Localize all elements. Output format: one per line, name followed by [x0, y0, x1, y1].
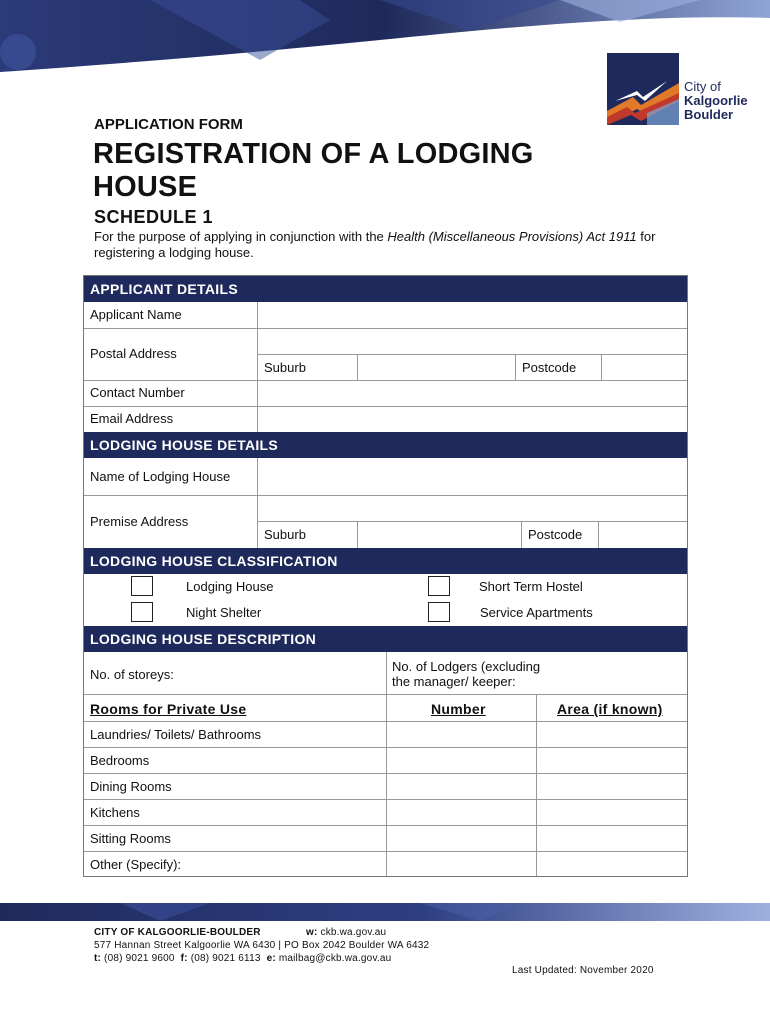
premise-postcode-label: Postcode [528, 527, 583, 542]
intro-post: for registering a lodging house. [94, 229, 656, 260]
logo-line-1: City of [684, 79, 721, 94]
checkbox-service-apartments[interactable] [428, 602, 450, 622]
footer-contacts [94, 952, 429, 965]
col-number-header: Number [431, 701, 486, 717]
applicant-name-label: Applicant Name [90, 307, 182, 322]
footer-address: 577 Hannan Street Kalgoorlie WA 6430 | PO Box 2042 Boulder WA 6432 [94, 940, 430, 951]
room-row-other: Other (Specify): [90, 857, 182, 872]
footer-web [306, 926, 386, 939]
postal-suburb-label: Suburb [264, 360, 306, 375]
lodging-name-label: Name of Lodging House [90, 469, 231, 484]
footer-web-link[interactable]: ckb.wa.gov.au [320, 927, 387, 938]
col-rooms-header: Rooms for Private Use [90, 701, 247, 717]
last-updated: Last Updated: November 2020 [512, 965, 654, 976]
lodgers-label-line-2: the manager/ keeper: [392, 674, 516, 689]
room-row-sitting: Sitting Rooms [90, 831, 171, 846]
footer-email[interactable]: mailbag@ckb.wa.gov.au [278, 953, 392, 964]
room-row-kitchens: Kitchens [90, 805, 140, 820]
intro-pre: For the purpose of applying in conjunction with the [94, 229, 388, 244]
checkbox-night-shelter[interactable] [131, 602, 153, 622]
col-area-header: Area (if known) [557, 701, 663, 717]
checkbox-short-term-hostel[interactable] [428, 576, 450, 596]
logo-mark-icon [607, 53, 679, 125]
room-row-laundries: Laundries/ Toilets/ Bathrooms [90, 727, 262, 742]
intro-act: Health (Miscellaneous Provisions) Act 1911 [387, 229, 637, 244]
premise-address-label: Premise Address [90, 514, 189, 529]
logo-text [684, 80, 748, 122]
lodging-name-field[interactable] [257, 458, 687, 495]
room-row-dining: Dining Rooms [90, 779, 172, 794]
form-type-label: APPLICATION FORM [94, 116, 243, 133]
option-lodging-house-label: Lodging House [186, 579, 274, 594]
room-row-bedrooms: Bedrooms [90, 753, 150, 768]
application-form [83, 275, 688, 877]
option-service-apartments-label: Service Apartments [480, 605, 593, 620]
lodgers-label-line-1: No. of Lodgers (excluding [392, 659, 541, 674]
premise-suburb-label: Suburb [264, 527, 306, 542]
option-short-term-hostel-label: Short Term Hostel [479, 579, 583, 594]
logo-line-3: Boulder [684, 107, 734, 122]
premise-postcode-field[interactable] [598, 521, 687, 548]
footer-email-label: e: [266, 953, 276, 964]
contact-number-field[interactable] [257, 380, 687, 406]
footer-tel: (08) 9021 9600 [104, 953, 175, 964]
footer-web-label: w: [306, 927, 318, 938]
postal-address-label: Postal Address [90, 346, 177, 361]
lodgers-field[interactable] [386, 652, 687, 694]
premise-address-field[interactable] [257, 495, 687, 521]
checkbox-lodging-house[interactable] [131, 576, 153, 596]
section-lodging-house-details: LODGING HOUSE DETAILS [84, 432, 687, 458]
section-applicant-details: APPLICANT DETAILS [84, 276, 687, 302]
postal-suburb-field[interactable] [357, 354, 515, 380]
postal-postcode-field[interactable] [601, 354, 687, 380]
footer-org-line [94, 926, 429, 939]
postal-postcode-label: Postcode [522, 360, 577, 375]
postal-address-field[interactable] [257, 328, 687, 354]
intro-text [94, 229, 674, 261]
logo-line-2: Kalgoorlie [684, 93, 748, 108]
footer-org: CITY OF KALGOORLIE-BOULDER [94, 927, 261, 938]
storeys-label: No. of storeys: [90, 667, 174, 682]
city-logo [607, 53, 767, 125]
schedule-label: SCHEDULE 1 [94, 207, 214, 227]
option-night-shelter-label: Night Shelter [186, 605, 262, 620]
storeys-field[interactable] [84, 652, 386, 694]
footer-tel-label: t: [94, 953, 102, 964]
email-address-field[interactable] [257, 406, 687, 432]
premise-suburb-field[interactable] [357, 521, 521, 548]
footer-fax-label: f: [180, 953, 188, 964]
section-classification: LODGING HOUSE CLASSIFICATION [84, 548, 687, 574]
footer [94, 926, 429, 965]
applicant-name-field[interactable] [257, 302, 687, 328]
footer-fax: (08) 9021 6113 [190, 953, 261, 964]
section-description: LODGING HOUSE DESCRIPTION [84, 626, 687, 652]
contact-number-label: Contact Number [90, 385, 185, 400]
bottom-banner [0, 903, 770, 921]
page-title: REGISTRATION OF A LODGING HOUSE [93, 138, 534, 203]
email-address-label: Email Address [90, 411, 174, 426]
